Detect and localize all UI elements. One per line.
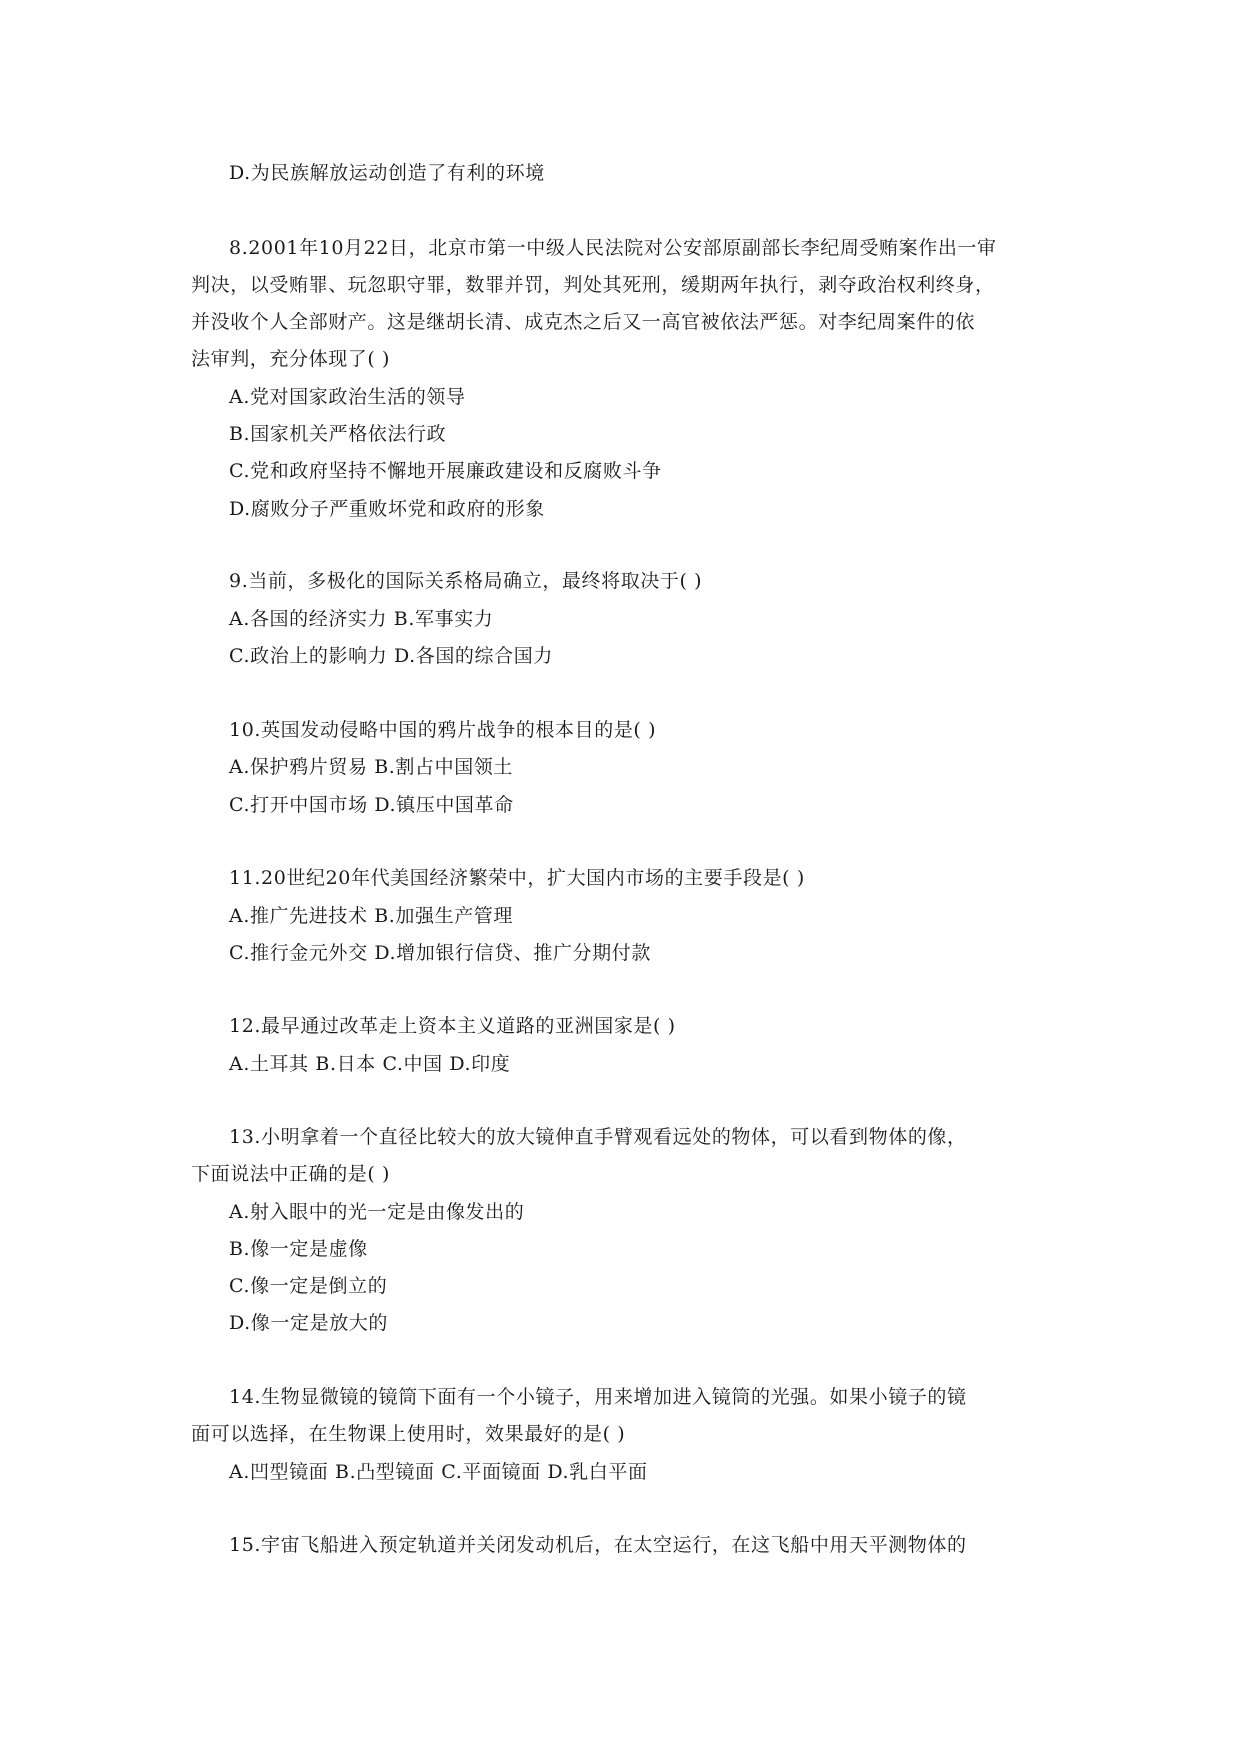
- q8-option-b: B.国家机关严格依法行政: [229, 423, 447, 445]
- q14-options-row-1: A.凹型镜面 B.凸型镜面 C.平面镜面 D.乳白平面: [229, 1461, 648, 1483]
- q12-options-row-1: A.土耳其 B.日本 C.中国 D.印度: [229, 1053, 511, 1075]
- q14-stem-line-2: 面可以选择，在生物课上使用时，效果最好的是( ): [191, 1423, 626, 1445]
- q11-options-row-2: C.推行金元外交 D.增加银行信贷、推广分期付款: [229, 942, 651, 964]
- q13-option-a: A.射入眼中的光一定是由像发出的: [229, 1201, 525, 1223]
- q8-option-c: C.党和政府坚持不懈地开展廉政建设和反腐败斗争: [229, 460, 662, 482]
- q10-options-row-1: A.保护鸦片贸易 B.割占中国领土: [229, 756, 514, 778]
- q13-option-d: D.像一定是放大的: [229, 1312, 388, 1334]
- q8-stem-line-1: 8.2001年10月22日，北京市第一中级人民法院对公安部原副部长李纪周受贿案作出一审: [229, 237, 997, 259]
- q13-stem-line-2: 下面说法中正确的是( ): [191, 1163, 391, 1185]
- q9-options-row-2: C.政治上的影响力 D.各国的综合国力: [229, 645, 553, 667]
- q14-stem-line-1: 14.生物显微镜的镜筒下面有一个小镜子，用来增加进入镜筒的光强。如果小镜子的镜: [229, 1386, 967, 1408]
- q10-stem: 10.英国发动侵略中国的鸦片战争的根本目的是( ): [229, 719, 657, 741]
- q9-options-row-1: A.各国的经济实力 B.军事实力: [229, 608, 494, 630]
- q11-options-row-1: A.推广先进技术 B.加强生产管理: [229, 905, 514, 927]
- q11-stem: 11.20世纪20年代美国经济繁荣中，扩大国内市场的主要手段是( ): [229, 867, 805, 889]
- q8-stem-line-2: 判决，以受贿罪、玩忽职守罪，数罪并罚，判处其死刑，缓期两年执行，剥夺政治权利终身，: [191, 274, 995, 296]
- q13-option-b: B.像一定是虚像: [229, 1238, 368, 1260]
- q9-stem: 9.当前，多极化的国际关系格局确立，最终将取决于( ): [229, 570, 703, 592]
- q12-stem: 12.最早通过改革走上资本主义道路的亚洲国家是( ): [229, 1015, 676, 1037]
- q8-option-d: D.腐败分子严重败坏党和政府的形象: [229, 498, 545, 520]
- q15-stem-line-1: 15.宇宙飞船进入预定轨道并关闭发动机后，在太空运行，在这飞船中用天平测物体的: [229, 1534, 967, 1556]
- q13-option-c: C.像一定是倒立的: [229, 1275, 388, 1297]
- q7-option-d: D.为民族解放运动创造了有利的环境: [229, 162, 545, 184]
- q8-option-a: A.党对国家政治生活的领导: [229, 386, 466, 408]
- q8-stem-line-4: 法审判，充分体现了( ): [191, 348, 391, 370]
- q8-stem-line-3: 并没收个人全部财产。这是继胡长清、成克杰之后又一高官被依法严惩。对李纪周案件的依: [191, 311, 976, 333]
- q10-options-row-2: C.打开中国市场 D.镇压中国革命: [229, 794, 514, 816]
- q13-stem-line-1: 13.小明拿着一个直径比较大的放大镜伸直手臂观看远处的物体，可以看到物体的像，: [229, 1126, 967, 1148]
